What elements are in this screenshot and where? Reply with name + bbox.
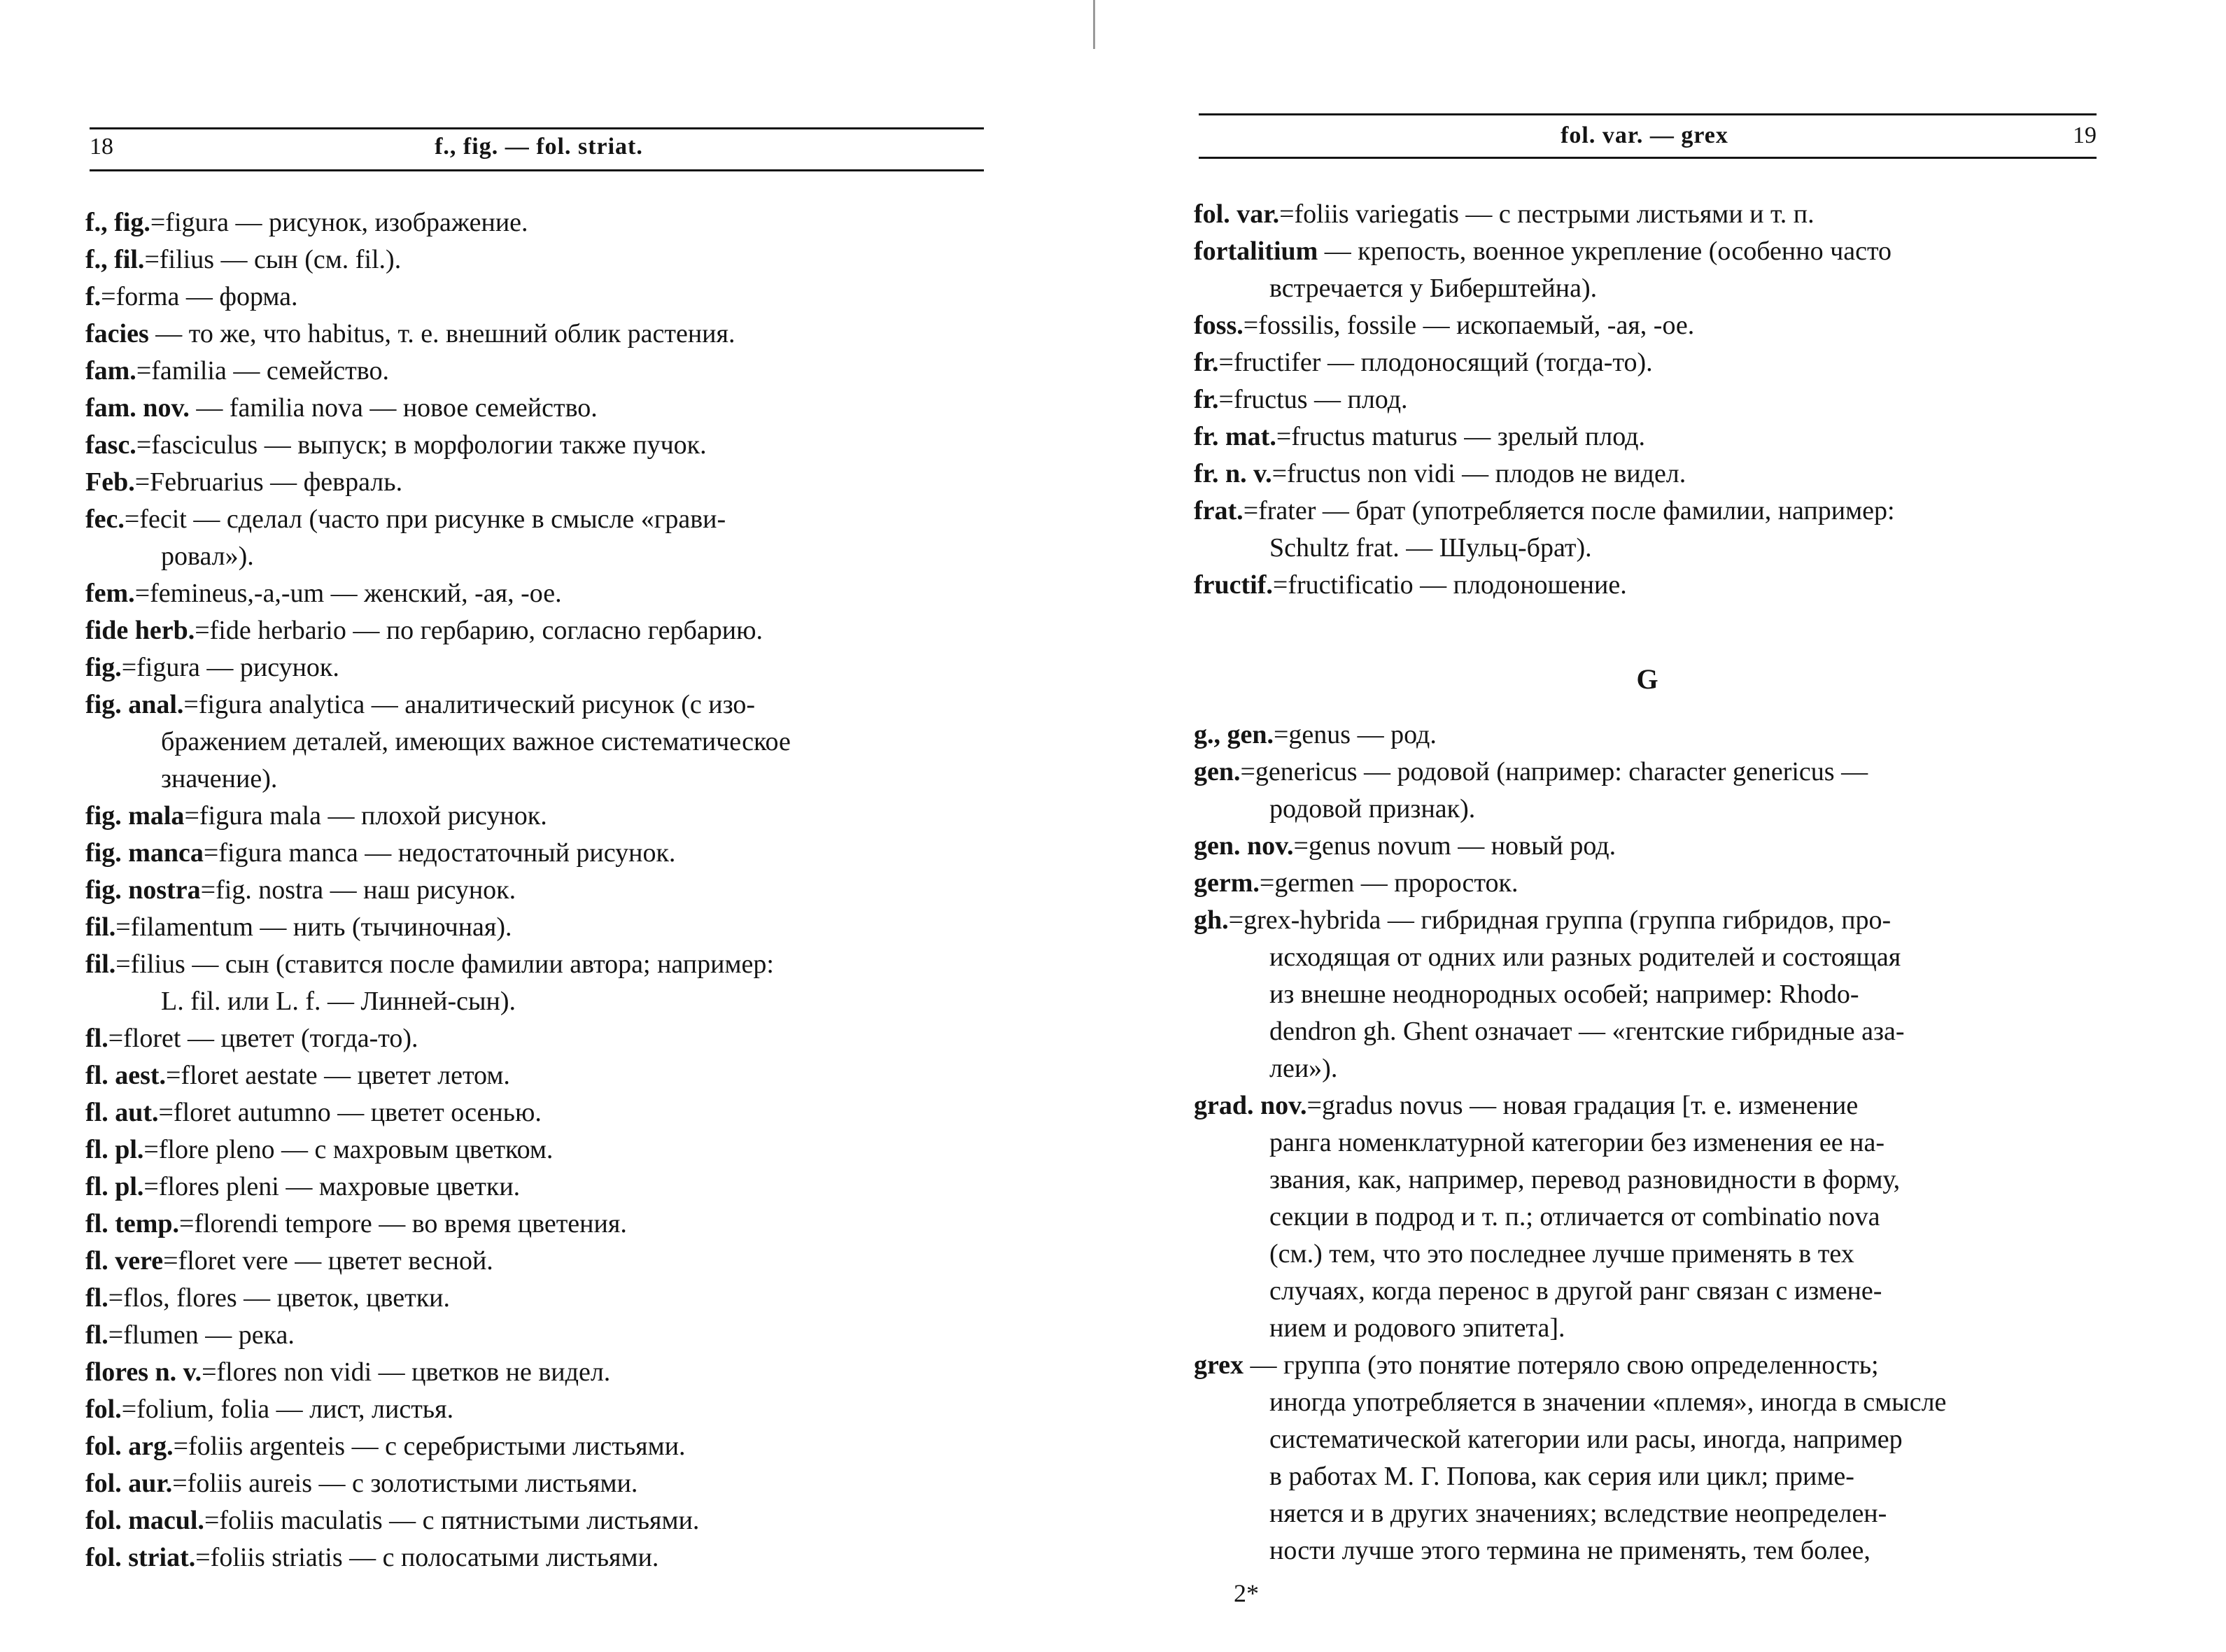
entry-term: fl. aut.	[85, 1098, 159, 1127]
dictionary-entry	[85, 1206, 991, 1243]
entry-definition: =foliis striatis — с полосатыми листьями.	[195, 1543, 659, 1572]
entry-definition: =familia — семейство.	[136, 356, 389, 386]
entry-definition: =foliis variegatis — с пестрыми листьями и т. п.	[1279, 199, 1815, 229]
entry-definition: — то же, что habitus, т. е. внешний облик растения.	[148, 319, 735, 348]
entry-definition: =fasciculus — выпуск; в морфологии также пучок.	[136, 430, 707, 460]
section-letter: G	[1636, 663, 1658, 695]
header-rule-top	[90, 127, 984, 129]
right-page	[1106, 0, 2226, 1652]
entry-term: fig. nostra	[85, 875, 201, 905]
dictionary-entry	[1194, 828, 2101, 865]
dictionary-entry	[1194, 865, 2101, 902]
dictionary-entry	[1194, 754, 2101, 791]
left-page	[0, 0, 1092, 1652]
entry-definition: =flores non vidi — цветков не видел.	[202, 1357, 611, 1387]
entry-term: fam. nov.	[85, 393, 190, 423]
dictionary-entry	[85, 835, 991, 872]
entry-definition: =fructus — плод.	[1218, 385, 1408, 414]
dictionary-entry	[1194, 493, 2101, 530]
entry-definition: ности лучше этого термина не применять, тем более,	[1269, 1536, 1871, 1565]
entry-list	[85, 204, 991, 1576]
dictionary-entry	[1194, 567, 2101, 604]
entry-term: fr. n. v.	[1194, 459, 1272, 488]
entry-term: fam.	[85, 356, 136, 386]
dictionary-entry	[85, 575, 991, 612]
entry-continuation	[1194, 976, 2101, 1013]
entry-definition: звания, как, например, перевод разновидности в форму,	[1269, 1165, 1901, 1194]
page-number: 19	[2073, 122, 2097, 148]
entry-definition: =germen — проросток.	[1259, 868, 1519, 898]
entry-term: flores n. v.	[85, 1357, 202, 1387]
entry-term: fig. mala	[85, 801, 185, 831]
entry-term: fol.	[85, 1395, 122, 1424]
entry-definition: =fructifer — плодоносящий (тогда-то).	[1218, 348, 1653, 377]
entry-definition: =figura analytica — аналитический рисунок (с изо-	[183, 690, 756, 719]
entry-term: grex	[1194, 1350, 1244, 1380]
entry-term: fig. anal.	[85, 690, 184, 719]
entry-continuation	[1194, 530, 2101, 567]
entry-definition: =fig. nostra — наш рисунок.	[200, 875, 516, 905]
dictionary-entry	[85, 872, 991, 909]
entry-continuation	[85, 723, 991, 761]
entry-definition: — familia nova — новое семейство.	[189, 393, 598, 423]
entry-term: fl. aest.	[85, 1061, 167, 1090]
entry-definition: =foliis maculatis — с пятнистыми листьями.	[204, 1506, 700, 1535]
entry-continuation	[85, 538, 991, 575]
dictionary-entry	[85, 353, 991, 390]
dictionary-entry	[1194, 1347, 2101, 1384]
entry-term: Feb.	[85, 467, 135, 497]
dictionary-entry	[1194, 716, 2101, 754]
entry-term: grad. nov.	[1194, 1091, 1307, 1120]
entry-term: fol. aur.	[85, 1469, 173, 1498]
dictionary-entry	[1194, 381, 2101, 418]
entry-continuation	[1194, 1421, 2101, 1458]
entry-definition: случаях, когда перенос в другой ранг связан с измене-	[1269, 1276, 1882, 1306]
dictionary-entry	[85, 1280, 991, 1317]
dictionary-entry	[85, 649, 991, 686]
header-rule-bottom	[1199, 157, 2097, 159]
entry-continuation	[1194, 1162, 2101, 1199]
dictionary-entry	[85, 1428, 991, 1465]
entry-definition: (см.) тем, что это последнее лучше применять в тех	[1269, 1239, 1854, 1269]
entry-definition: =floret vere — цветет весной.	[163, 1246, 493, 1276]
entry-definition: =Februarius — февраль.	[134, 467, 403, 497]
entry-continuation	[1194, 1495, 2101, 1532]
entry-definition: =figura — рисунок.	[121, 653, 339, 682]
entry-definition: — крепость, военное укрепление (особенно часто	[1318, 236, 1892, 266]
dictionary-entry	[85, 1243, 991, 1280]
dictionary-entry	[85, 390, 991, 427]
entry-definition: встречается у Биберштейна).	[1269, 274, 1598, 303]
entry-continuation	[1194, 1199, 2101, 1236]
page-gutter	[1093, 0, 1095, 49]
dictionary-entry	[1194, 456, 2101, 493]
entry-term: foss.	[1194, 311, 1244, 340]
entry-term: f., fig.	[85, 208, 150, 237]
signature-mark: 2*	[1234, 1579, 1259, 1607]
header-rule-top	[1199, 113, 2097, 115]
entry-definition: =fide herbario — по гербарию, согласно гербарию.	[195, 616, 763, 645]
entry-term: fig.	[85, 653, 122, 682]
dictionary-entry	[85, 946, 991, 983]
dictionary-entry	[85, 686, 991, 723]
entry-term: fil.	[85, 949, 116, 979]
dictionary-entry	[85, 1502, 991, 1539]
entry-term: fr.	[1194, 385, 1219, 414]
dictionary-entry	[85, 1465, 991, 1502]
entry-term: fl. pl.	[85, 1135, 144, 1164]
entry-continuation	[85, 761, 991, 798]
entry-continuation	[1194, 939, 2101, 976]
entry-continuation	[1194, 1458, 2101, 1495]
dictionary-entry	[85, 612, 991, 649]
entry-term: fasc.	[85, 430, 136, 460]
entry-definition: =figura manca — недостаточный рисунок.	[203, 838, 676, 868]
entry-definition: =flumen — река.	[108, 1320, 295, 1350]
entry-term: fol. macul.	[85, 1506, 204, 1535]
header-rule-bottom	[90, 169, 984, 171]
running-title: f., fig. — fol. striat.	[435, 134, 643, 160]
entry-definition: =foliis argenteis — с серебристыми листьями.	[173, 1432, 686, 1461]
entry-term: fl.	[85, 1320, 108, 1350]
dictionary-entry	[85, 1020, 991, 1057]
entry-definition: =floret autumno — цветет осенью.	[158, 1098, 542, 1127]
entry-continuation	[1194, 1124, 2101, 1162]
dictionary-entry	[85, 427, 991, 464]
entry-term: fortalitium	[1194, 236, 1318, 266]
entry-term: f., fil.	[85, 245, 145, 274]
entry-definition: из внешне неоднородных особей; например: Rhodo-	[1269, 980, 1859, 1009]
dictionary-entry	[85, 1057, 991, 1094]
entry-definition: нием и родового эпитета].	[1269, 1313, 1565, 1343]
entry-continuation	[85, 983, 991, 1020]
dictionary-entry	[1194, 233, 2101, 270]
dictionary-entry	[85, 241, 991, 278]
entry-term: fide herb.	[85, 616, 195, 645]
dictionary-entry	[85, 1131, 991, 1169]
entry-definition: =flos, flores — цветок, цветки.	[108, 1283, 450, 1313]
dictionary-entry	[85, 1317, 991, 1354]
entry-term: gen. nov.	[1194, 831, 1294, 861]
entry-definition: систематической категории или расы, иногда, например	[1269, 1425, 1903, 1454]
entry-continuation	[1194, 1384, 2101, 1421]
entry-definition: ранга номенклатурной категории без изменения ее на-	[1269, 1128, 1885, 1157]
dictionary-entry	[85, 278, 991, 316]
entry-definition: =filamentum — нить (тычиночная).	[115, 912, 512, 942]
entry-definition: секции в подрод и т. п.; отличается от combinatio nova	[1269, 1202, 1880, 1231]
dictionary-entry	[1194, 1087, 2101, 1124]
entry-term: fl.	[85, 1024, 108, 1053]
entry-definition: =floret aestate — цветет летом.	[166, 1061, 510, 1090]
entry-term: fl. vere	[85, 1246, 164, 1276]
entry-definition: =flore pleno — с махровым цветком.	[143, 1135, 554, 1164]
dictionary-entry	[85, 501, 991, 538]
entry-definition: значение).	[161, 764, 278, 793]
entry-definition: =figura — рисунок, изображение.	[150, 208, 528, 237]
entry-continuation	[1194, 270, 2101, 307]
dictionary-entry	[1194, 902, 2101, 939]
entry-definition: родовой признак).	[1269, 794, 1476, 824]
entry-definition: dendron gh. Ghent означает — «гентские гибридные аза-	[1269, 1017, 1905, 1046]
entry-continuation	[1194, 1273, 2101, 1310]
entry-definition: =fructus maturus — зрелый плод.	[1276, 422, 1645, 451]
dictionary-entry	[85, 1169, 991, 1206]
entry-term: f.	[85, 282, 101, 311]
dictionary-entry	[85, 1354, 991, 1391]
entry-term: fl.	[85, 1283, 108, 1313]
entry-term: fec.	[85, 504, 125, 534]
entry-definition: =genus novum — новый род.	[1293, 831, 1616, 861]
entry-definition: =fossilis, fossile — ископаемый, -ая, -ое.	[1243, 311, 1695, 340]
dictionary-entry	[85, 1539, 991, 1576]
entry-definition: няется и в других значениях; вследствие неопределен-	[1269, 1499, 1887, 1528]
entry-list	[1194, 716, 2101, 1569]
entry-definition: =filius — сын (см. fil.).	[144, 245, 402, 274]
entry-term: frat.	[1194, 496, 1244, 525]
entry-term: fr.	[1194, 348, 1219, 377]
entry-definition: в работах М. Г. Попова, как серия или цикл; приме-	[1269, 1462, 1854, 1491]
dictionary-entry	[85, 464, 991, 501]
entry-definition: Schultz frat. — Шульц-брат).	[1269, 533, 1592, 563]
dictionary-entry	[85, 1391, 991, 1428]
running-title: fol. var. — grex	[1561, 122, 1728, 148]
entry-definition: исходящая от одних или разных родителей и состоящая	[1269, 943, 1901, 972]
entry-definition: =folium, folia — лист, листья.	[121, 1395, 454, 1424]
dictionary-entry	[1194, 196, 2101, 233]
entry-definition: иногда употребляется в значении «племя», иногда в смысле	[1269, 1388, 1947, 1417]
entry-term: fl. temp.	[85, 1209, 180, 1238]
dictionary-entry	[85, 1094, 991, 1131]
dictionary-entry	[1194, 307, 2101, 344]
entry-definition: =florendi tempore — во время цветения.	[179, 1209, 627, 1238]
entry-definition: — группа (это понятие потеряло свою определенность;	[1244, 1350, 1879, 1380]
entry-list	[1194, 196, 2101, 604]
entry-definition: =floret — цветет (тогда-то).	[108, 1024, 418, 1053]
dictionary-entry	[1194, 418, 2101, 456]
entry-definition: =fecit — сделал (часто при рисунке в смысле «грави-	[124, 504, 726, 534]
dictionary-entry	[85, 909, 991, 946]
entry-definition: =fructus non vidi — плодов не видел.	[1272, 459, 1686, 488]
entry-term: germ.	[1194, 868, 1260, 898]
entry-continuation	[1194, 1236, 2101, 1273]
dictionary-entry	[85, 204, 991, 241]
entry-term: facies	[85, 319, 149, 348]
dictionary-entry	[1194, 344, 2101, 381]
entry-continuation	[1194, 1050, 2101, 1087]
entry-definition: =fructificatio — плодоношение.	[1272, 570, 1627, 600]
entry-term: fructif.	[1194, 570, 1273, 600]
entry-continuation	[1194, 1532, 2101, 1569]
entry-term: fl. pl.	[85, 1172, 144, 1201]
entry-definition: =foliis aureis — с золотистыми листьями.	[172, 1469, 638, 1498]
entry-definition: L. fil. или L. f. — Линней-сын).	[161, 987, 516, 1016]
entry-definition: =grex-hybrida — гибридная группа (группа гибридов, про-	[1228, 905, 1892, 935]
entry-definition: бражением деталей, имеющих важное систематическое	[161, 727, 791, 756]
dictionary-entry	[85, 316, 991, 353]
dictionary-entry	[85, 798, 991, 835]
entry-term: fig. manca	[85, 838, 204, 868]
entry-term: fol. var.	[1194, 199, 1280, 229]
entry-term: fil.	[85, 912, 116, 942]
page-number: 18	[90, 134, 113, 160]
entry-continuation	[1194, 791, 2101, 828]
entry-definition: =femineus,-a,-um — женский, -ая, -ое.	[134, 579, 562, 608]
entry-definition: =genus — род.	[1274, 720, 1437, 749]
entry-definition: =genericus — родовой (например: character genericus —	[1240, 757, 1868, 786]
entry-term: fol. arg.	[85, 1432, 174, 1461]
entry-definition: ровал»).	[161, 542, 254, 571]
entry-definition: =filius — сын (ставится после фамилии автора; например:	[115, 949, 774, 979]
entry-term: gen.	[1194, 757, 1241, 786]
entry-definition: =flores pleni — махровые цветки.	[143, 1172, 521, 1201]
entry-term: fr. mat.	[1194, 422, 1276, 451]
entry-term: g., gen.	[1194, 720, 1274, 749]
entry-term: fol. striat.	[85, 1543, 196, 1572]
entry-definition: =figura mala — плохой рисунок.	[184, 801, 547, 831]
entry-definition: =frater — брат (употребляется после фамилии, например:	[1243, 496, 1895, 525]
entry-term: gh.	[1194, 905, 1229, 935]
entry-definition: =gradus novus — новая градация [т. е. изменение	[1306, 1091, 1859, 1120]
entry-definition: леи»).	[1269, 1054, 1338, 1083]
entry-continuation	[1194, 1310, 2101, 1347]
entry-definition: =forma — форма.	[101, 282, 298, 311]
entry-term: fem.	[85, 579, 135, 608]
entry-continuation	[1194, 1013, 2101, 1050]
